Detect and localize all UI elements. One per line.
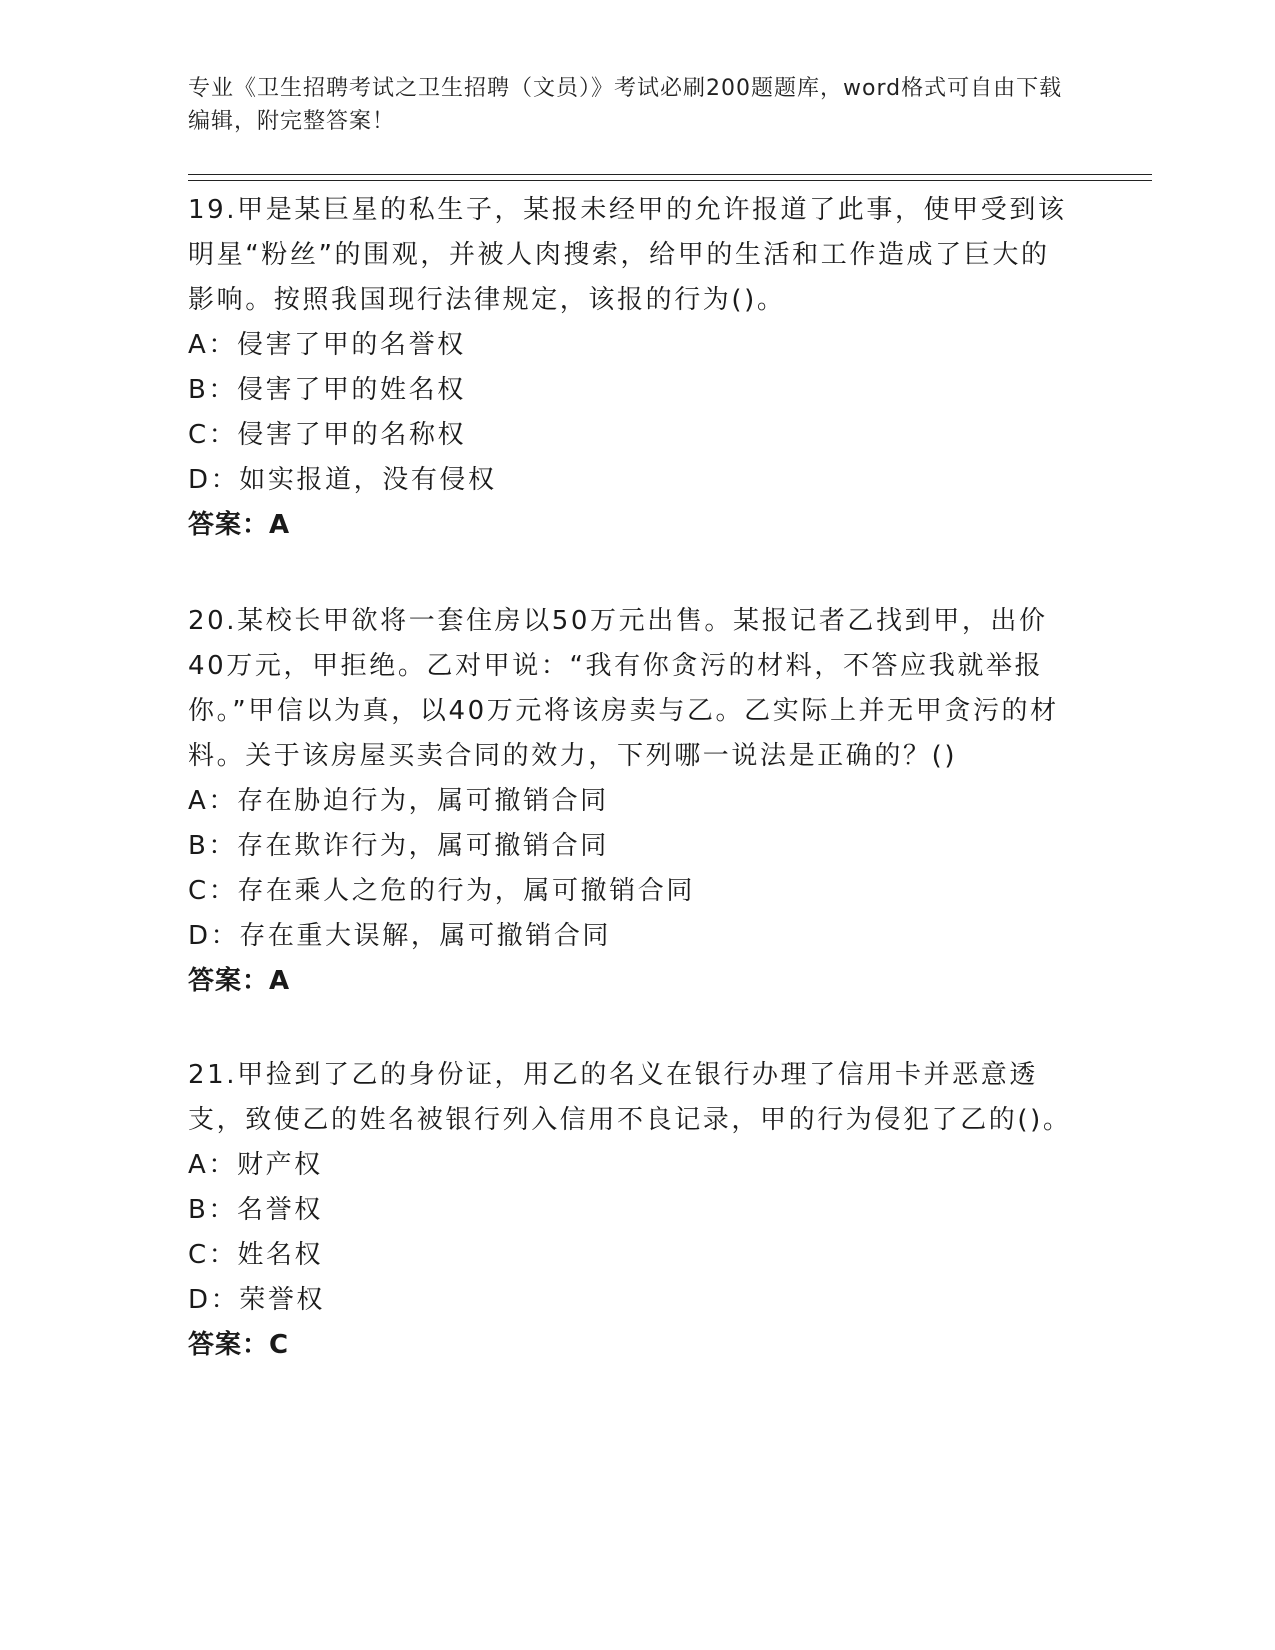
option-b: B：存在欺诈行为，属可撤销合同 xyxy=(188,831,609,861)
option-a: A：财产权 xyxy=(188,1150,323,1180)
option-b: B：侵害了甲的姓名权 xyxy=(188,375,466,405)
option-a: A：侵害了甲的名誉权 xyxy=(188,330,466,360)
question-19 xyxy=(188,188,1078,548)
question-stem: 19.甲是某巨星的私生子，某报未经甲的允许报道了此事，使甲受到该明星“粉丝”的围观，并被人肉搜索，给甲的生活和工作造成了巨大的影响。按照我国现行法律规定，该报的行为()。 xyxy=(188,195,1067,315)
header-rule-bottom xyxy=(188,180,1152,181)
document-header: 专业《卫生招聘考试之卫生招聘（文员）》考试必刷200题题库，word格式可自由下载编辑，附完整答案！ xyxy=(188,76,1063,134)
option-c: C：存在乘人之危的行为，属可撤销合同 xyxy=(188,876,695,906)
answer: 答案：A xyxy=(188,966,291,996)
option-c: C：姓名权 xyxy=(188,1240,324,1270)
option-a: A：存在胁迫行为，属可撤销合同 xyxy=(188,786,609,816)
option-d: D：如实报道，没有侵权 xyxy=(188,465,497,495)
answer: 答案：C xyxy=(188,1330,290,1360)
option-d: D：荣誉权 xyxy=(188,1285,326,1315)
question-20 xyxy=(188,599,1078,1004)
question-stem: 21.甲捡到了乙的身份证，用乙的名义在银行办理了信用卡并恶意透支，致使乙的姓名被银行列入信用不良记录，甲的行为侵犯了乙的()。 xyxy=(188,1060,1072,1135)
answer: 答案：A xyxy=(188,510,291,540)
header-rule-top xyxy=(188,174,1152,175)
option-b: B：名誉权 xyxy=(188,1195,323,1225)
option-c: C：侵害了甲的名称权 xyxy=(188,420,467,450)
question-stem: 20.某校长甲欲将一套住房以50万元出售。某报记者乙找到甲，出价40万元，甲拒绝。乙对甲说：“我有你贪污的材料，不答应我就举报你。”甲信以为真，以40万元将该房卖与乙。乙实际上并无甲贪污的材料。关于该房屋买卖合同的效力，下列哪一说法是正确的？() xyxy=(188,606,1059,771)
question-21 xyxy=(188,1053,1078,1368)
option-d: D：存在重大误解，属可撤销合同 xyxy=(188,921,612,951)
